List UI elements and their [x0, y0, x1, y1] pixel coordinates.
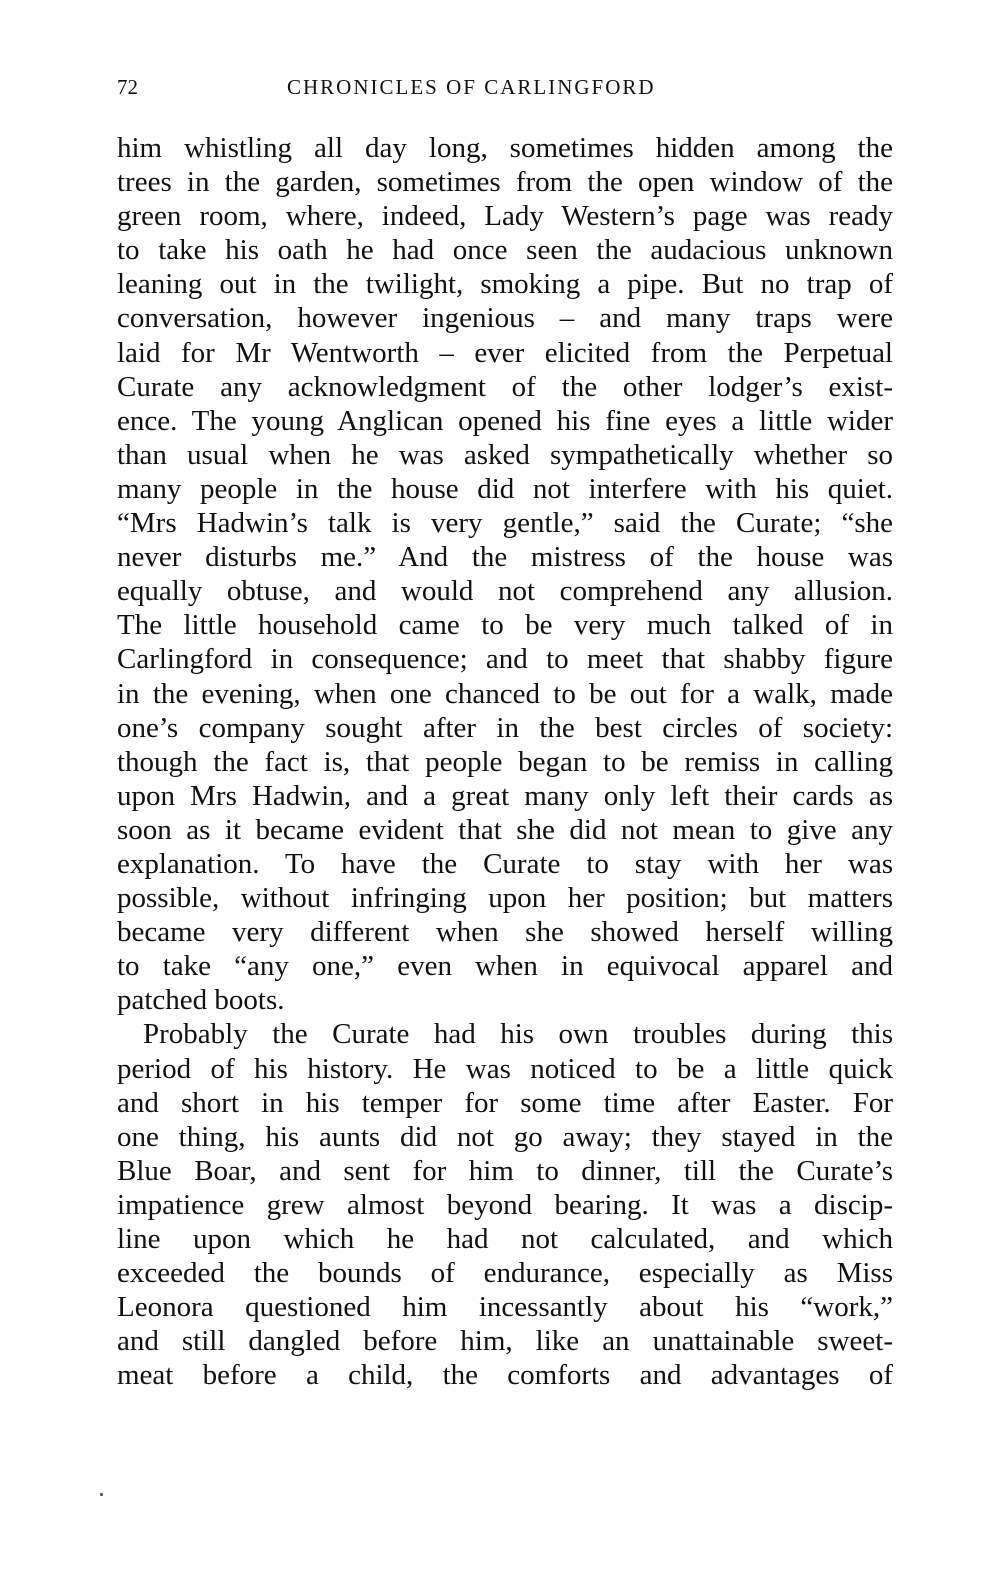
text-line: meat before a child, the comforts and advantages of — [117, 1359, 893, 1392]
text-line: in the evening, when one chanced to be out for a walk, made — [117, 677, 893, 710]
body-text — [117, 131, 893, 1392]
text-line: equally obtuse, and would not comprehend any allusion. — [117, 575, 893, 608]
text-line: one’s company sought after in the best circles of society: — [117, 711, 893, 744]
text-line: patched boots. — [117, 984, 285, 1017]
scan-speck — [100, 1493, 103, 1496]
text-line: upon Mrs Hadwin, and a great many only left their cards as — [117, 779, 893, 812]
text-line: line upon which he had not calculated, and which — [117, 1223, 893, 1255]
text-line: “Mrs Hadwin’s talk is very gentle,” said the Curate; “she — [117, 507, 893, 540]
text-line: than usual when he was asked sympathetically whether so — [117, 438, 893, 471]
text-line: possible, without infringing upon her position; but matters — [117, 882, 893, 915]
book-title: CHRONICLES OF CARLINGFORD — [287, 75, 656, 99]
text-line: one thing, his aunts did not go away; they stayed in the — [117, 1120, 893, 1153]
text-line: many people in the house did not interfere with his quiet. — [117, 472, 893, 505]
text-line: to take “any one,” even when in equivocal apparel and — [117, 950, 893, 983]
text-line: conversation, however ingenious – and many traps were — [117, 302, 893, 335]
text-line: and short in his temper for some time after Easter. For — [117, 1086, 893, 1119]
text-line: Leonora questioned him incessantly about his “work,” — [117, 1291, 893, 1324]
running-head — [117, 72, 893, 102]
text-line: Curate any acknowledgment of the other lodger’s exist- — [117, 370, 893, 403]
text-line: Carlingford in consequence; and to meet that shabby figure — [117, 643, 893, 676]
text-line: never disturbs me.” And the mistress of the house was — [117, 541, 893, 574]
text-line: impatience grew almost beyond bearing. It was a discip- — [117, 1188, 893, 1221]
text-line: The little household came to be very much talked of in — [117, 609, 893, 642]
text-line: Probably the Curate had his own troubles during this — [143, 1018, 893, 1051]
text-line: explanation. To have the Curate to stay with her was — [117, 847, 893, 880]
text-line: green room, where, indeed, Lady Western’s page was ready — [117, 200, 893, 233]
text-line: period of his history. He was noticed to be a little quick — [117, 1052, 893, 1085]
page-number: 72 — [117, 75, 138, 99]
text-line: leaning out in the twilight, smoking a pipe. But no trap of — [117, 268, 893, 301]
text-line: and still dangled before him, like an unattainable sweet- — [117, 1325, 893, 1358]
text-line: soon as it became evident that she did not mean to give any — [117, 813, 893, 846]
text-line: became very different when she showed herself willing — [117, 916, 893, 949]
text-line: exceeded the bounds of endurance, especially as Miss — [117, 1257, 893, 1290]
text-line: him whistling all day long, sometimes hidden among the — [117, 132, 893, 164]
text-line: laid for Mr Wentworth – ever elicited from the Perpetual — [117, 336, 893, 369]
text-line: though the fact is, that people began to be remiss in calling — [117, 745, 893, 778]
text-line: to take his oath he had once seen the audacious unknown — [117, 234, 893, 267]
text-line: Blue Boar, and sent for him to dinner, till the Curate’s — [117, 1154, 893, 1187]
text-line: trees in the garden, sometimes from the open window of the — [117, 166, 893, 199]
text-line: ence. The young Anglican opened his fine eyes a little wider — [117, 404, 893, 437]
